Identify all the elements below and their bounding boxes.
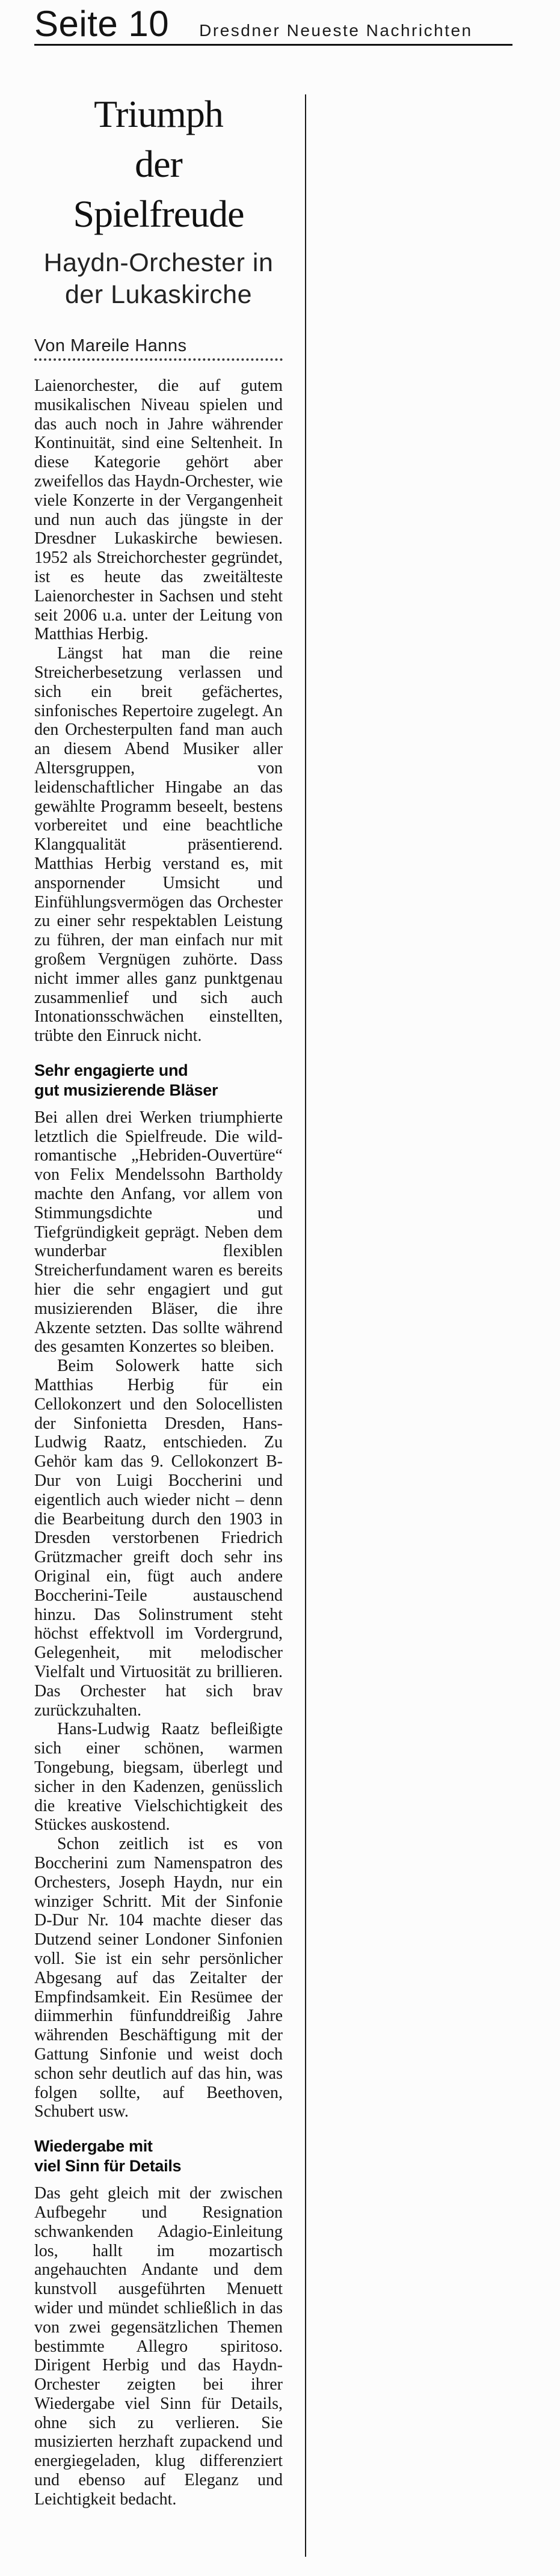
headline-line: der	[135, 143, 182, 185]
subheadline-line: Haydn-Orchester in	[43, 248, 274, 277]
headline-line: Spielfreude	[73, 192, 244, 235]
section-subhead-line: Sehr engagierte und	[34, 1061, 188, 1079]
section-subhead	[34, 2136, 283, 2176]
section-subhead-line: gut musizierende Bläser	[34, 1081, 218, 1099]
section-subhead	[34, 1061, 283, 1100]
body-paragraph: Hans-Ludwig Raatz befleißigte sich einer schönen, warmen Tongebung, biegsam, überlegt und sicher in den Kadenzen, genüsslich die kreative Vielschichtigkeit des Stückes auskostend.	[34, 1720, 283, 1835]
masthead-rule	[34, 44, 512, 46]
article-body	[34, 376, 283, 2509]
newspaper-title: Dresdner Neueste Nachrichten	[199, 21, 473, 40]
article-headline	[34, 89, 283, 239]
article-subheadline	[34, 247, 283, 311]
byline: Von Mareile Hanns	[34, 336, 187, 355]
body-paragraph: Schon zeitlich ist es von Boccherini zum Namenspatron des Orchesters, Joseph Haydn, nur ein winziger Schritt. Mit der Sinfonie D-Dur Nr. 104 machte dieser das Dutzend seiner Londoner Sinfonien voll. Sie ist ein sehr persönlicher Abgesang auf das Zeitalter der Empfindsamkeit. Ein Resümee der diimmerhin fünfunddreißig Jahre währenden Beschäftigung mit der Gattung Sinfonie und weist doch schon sehr deutlich auf das hin, was folgen sollte, auf Beethoven, Schubert usw.	[34, 1835, 283, 2121]
page-number-label: Seite 10	[34, 4, 170, 44]
byline-dotted-rule	[34, 358, 283, 361]
article-column	[34, 89, 283, 2509]
body-paragraph: Bei allen drei Werken triumphierte letztlich die Spielfreude. Die wild-romantische „Hebriden-Ouvertüre“ von Felix Mendelssohn Bartholdy machte den Anfang, vor allem von Stimmungsdichte und Tiefgründigkeit geprägt. Neben dem wunderbar flexiblen Streicherfundament waren es bereits hier die sehr engagiert und gut musizierenden Bläser, die ihre Akzente setzten. Das sollte während des gesamten Konzertes so bleiben.	[34, 1108, 283, 1357]
masthead	[34, 5, 515, 43]
section-subhead-line: Wiedergabe mit	[34, 2137, 153, 2156]
column-divider	[305, 94, 306, 2557]
body-paragraph: Das geht gleich mit der zwischen Aufbegehr und Resignation schwankenden Adagio-Einleitung los, hallt im mozartisch angehauchten Andante und dem kunstvoll ausgeführten Menuett wider und mündet schließlich in das von zwei gegensätzlichen Themen bestimmte Allegro spiritoso. Dirigent Herbig und das Haydn-Orchester zeigten bei ihrer Wiedergabe viel Sinn für Details, ohne sich zu verlieren. Sie musizierten herzhaft zupackend und energiegeladen, klug differenziert und ebenso auf Eleganz und Leichtigkeit bedacht.	[34, 2184, 283, 2509]
subheadline-line: der Lukaskirche	[64, 280, 253, 309]
section-subhead-line: viel Sinn für Details	[34, 2157, 182, 2176]
body-paragraph: Laienorchester, die auf gutem musikalischen Niveau spielen und das auch noch in Jahre währender Kontinuität, sind eine Seltenheit. In diese Kategorie gehört aber zweifellos das Haydn-Orchester, wie viele Konzerte in der Vergangenheit und nun auch das jüngste in der Dresdner Lukaskirche bewiesen. 1952 als Streichorchester gegründet, ist es heute das zweitälteste Laienorchester in Sachsen und steht seit 2006 u.a. unter der Leitung von Matthias Herbig.	[34, 376, 283, 644]
body-paragraph: Beim Solowerk hatte sich Matthias Herbig für ein Cellokonzert und den Solocellisten der Sinfonietta Dresden, Hans-Ludwig Raatz, entschieden. Zu Gehör kam das 9. Cellokonzert B-Dur von Luigi Boccherini und eigentlich auch wieder nicht – denn die Bearbeitung durch den 1903 in Dresden verstorbenen Friedrich Grützmacher greift doch sehr ins Original ein, fügt auch andere Boccherini-Teile austauschend hinzu. Das Solinstrument steht höchst effektvoll im Vordergrund, Gelegenheit, mit melodischer Vielfalt und Virtuosität zu brillieren. Das Orchester hat sich brav zurückzuhalten.	[34, 1357, 283, 1720]
body-paragraph: Längst hat man die reine Streicherbesetzung verlassen und sich ein breit gefächertes, sinfonisches Repertoire zugelegt. An den Orchesterpulten fand man auch an diesem Abend Musiker aller Altersgruppen, von leidenschaftlicher Hingabe an das gewählte Programm beseelt, bestens vorbereitet und eine beachtliche Klangqualität präsentierend. Matthias Herbig verstand es, mit anspornender Umsicht und Einfühlungsvermögen das Orchester zu einer sehr respektablen Leistung zu führen, der man einfach nur mit großem Vergnügen zuhörte. Dass nicht immer alles ganz punktgenau zusammenlief und sich auch Intonationsschwächen einstellten, trübte den Einruck nicht.	[34, 644, 283, 1046]
headline-line: Triumph	[94, 93, 223, 135]
